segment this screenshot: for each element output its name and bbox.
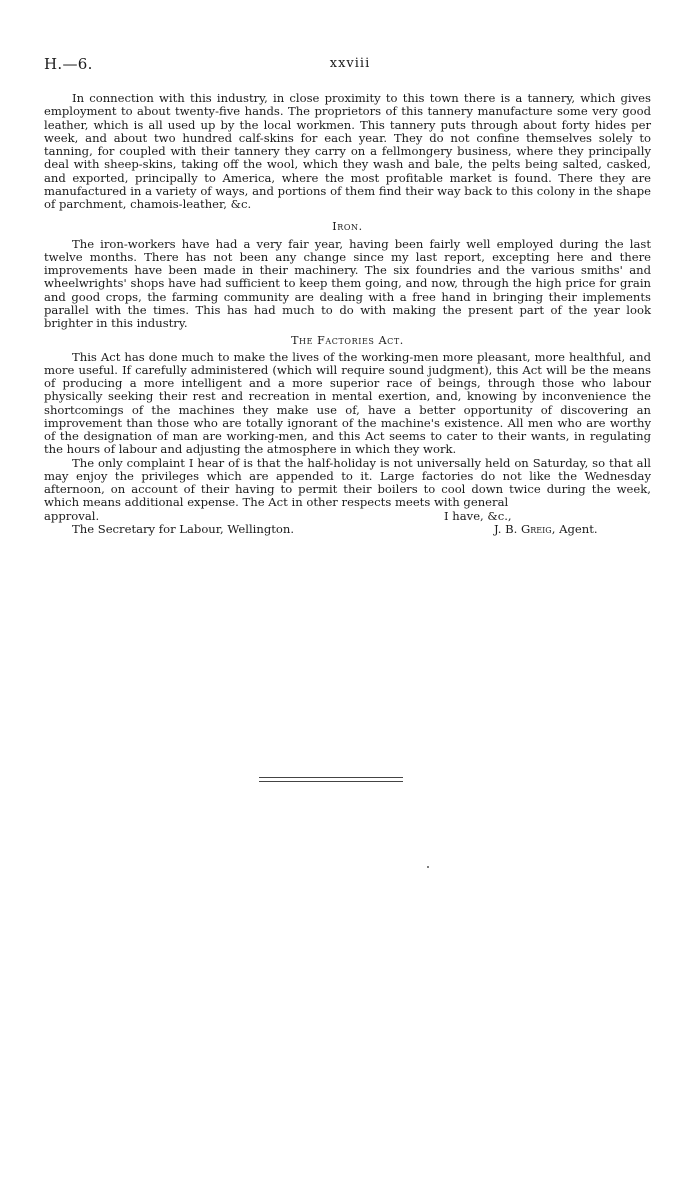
paper-reference-code: H.—6. — [44, 55, 93, 73]
tannery-paragraph: In connection with this industry, in close proximity to this town there is a tannery, which gives employment to about twenty-five hands. The proprietors of this tannery manufacture some very good leather, which is all used up by the local workmen. This tannery puts through about forty hides per week, and about two hundred calf-skins for each year. They do not confine themselves solely to tanning, for coupled with their tannery they carry on a fellmongery business, where they principally deal with sheep-skins, taking off the wool, which they wash and bale, the pelts being salted, casked, and exported, principally to America, where the most profitable market is found. There they are manufactured in a variety of ways, and portions of them find their way back to this colony in the shape of parchment, chamois-leather, &c. — [44, 91, 651, 211]
factories-act-heading: The Factories Act. — [291, 334, 404, 348]
iron-paragraph: The iron-workers have had a very fair year, having been fairly well employed during the last twelve months. There has not been any change since my last report, excepting here and there improvements have been made in their machinery. The six foundries and the various smiths' and wheelwrights' shops have had sufficient to keep them going, and now, through the high price for grain and good crops, the farming community are dealing with a free hand in bringing their implements parallel with the times. This has had much to do with making the present part of the year look brighter in this industry. — [44, 236, 651, 330]
valediction: I have, &c., — [444, 508, 512, 523]
closing-final-word: approval. — [44, 508, 100, 523]
report-body — [44, 92, 651, 536]
page-number: xxviii — [329, 56, 371, 71]
half-holiday-paragraph: The only complaint I hear of is that the half-holiday is not universally held on Saturday, so that all may enjoy the privileges which are appended to it. Large factories do not like the Wednesday afternoon, on account of their having to permit their boilers to cool down twice during the week, which means additional expense. The Act in other respects meets with general — [44, 455, 651, 510]
signatory-initials: J. B. — [494, 521, 518, 536]
running-head — [44, 55, 656, 77]
end-of-section-rule — [259, 777, 403, 782]
signatory-title: , Agent. — [551, 521, 598, 536]
factories-act-paragraph: This Act has done much to make the lives of the working-men more pleasant, more healthful, and more useful. If carefully administered (which will require sound judgment), this Act will be the means of producing a more intelligent and a more superior race of beings, through those who labour physically seeking their rest and recreation in mental exertion, and, knowing by inconvenience the shortcomings of the machines they make use of, have a better opportunity of discovering an improvement than those who are totally ignorant of the machine's existence. All men who are worthy of the designation of man are working-men, and this Act seems to cater to their wants, in regulating the hours of labour and adjusting the atmosphere in which they work. — [44, 349, 651, 457]
signatory — [494, 523, 598, 536]
signatory-surname: Greig — [521, 521, 552, 536]
signature-line — [44, 523, 651, 536]
print-speck — [427, 866, 429, 868]
iron-section-heading: Iron. — [332, 220, 363, 234]
addressee: The Secretary for Labour, Wellington. — [72, 521, 295, 536]
letter-closing-line — [44, 510, 651, 523]
